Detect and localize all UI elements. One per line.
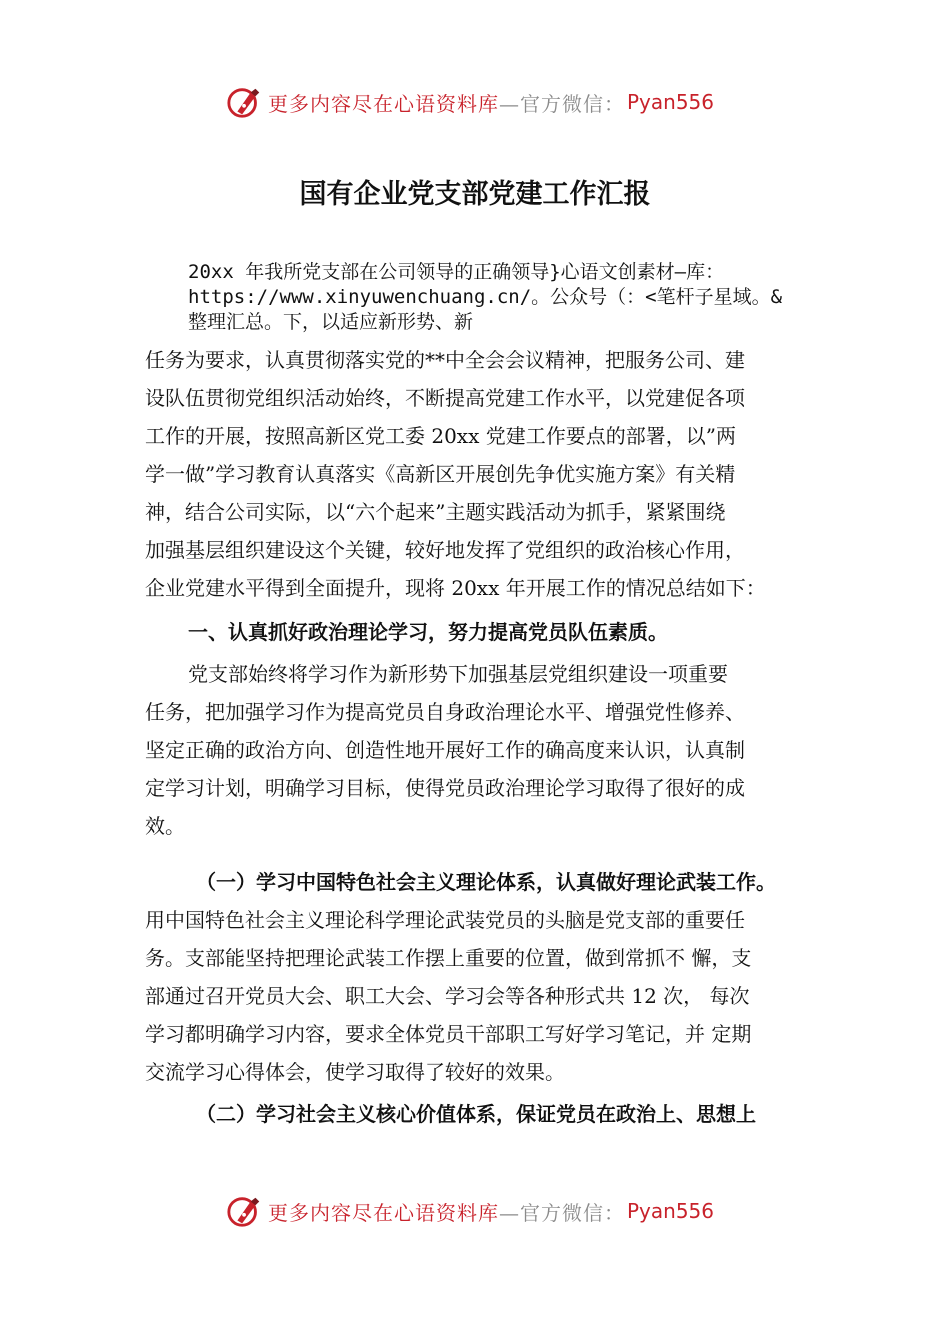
body-line: 学一做”学习教育认真落实《高新区开展创先争优实施方案》有关精 bbox=[145, 462, 736, 486]
body-line: 企业党建水平得到全面提升，现将 20xx 年开展工作的情况总结如下： bbox=[145, 576, 766, 600]
section-heading: 一、认真抓好政治理论学习，努力提高党员队伍素质。 bbox=[188, 620, 668, 644]
banner-site-name: 更多内容尽在心语资料库 bbox=[268, 91, 499, 116]
banner-site-name: 更多内容尽在心语资料库 bbox=[268, 1200, 499, 1225]
body-line: 用中国特色社会主义理论科学理论武装党员的头脑是党支部的重要任 bbox=[145, 908, 745, 932]
body-line: 任务为要求，认真贯彻落实党的**中全会会议精神，把服务公司、建 bbox=[145, 348, 745, 372]
body-line: 工作的开展，按照高新区党工委 20xx 党建工作要点的部署，以”两 bbox=[145, 424, 736, 448]
body-line: 交流学习心得体会，使学习取得了较好的效果。 bbox=[145, 1060, 565, 1084]
document-title: 国有企业党支部党建工作汇报 bbox=[299, 179, 651, 210]
body-line: 务。支部能坚持把理论武装工作摆上重要的位置，做到常抓不 懈，支 bbox=[145, 946, 752, 970]
body-line: 加强基层组织建设这个关键，较好地发挥了党组织的政治核心作用， bbox=[145, 538, 745, 562]
banner-wechat-label: —官方微信： bbox=[499, 1200, 625, 1225]
body-line: 设队伍贯彻党组织活动始终，不断提高党建工作水平，以党建促各项 bbox=[145, 386, 745, 410]
banner-wechat-id: Pyan556 bbox=[627, 90, 715, 114]
pen-nib-logo-icon bbox=[226, 1192, 264, 1230]
banner-wechat-label: —官方微信： bbox=[499, 91, 625, 116]
footer-banner bbox=[226, 1189, 714, 1233]
body-line: https://www.xinyuwenchuang.cn/。公众号（：<笔杆子星域。& bbox=[188, 286, 783, 308]
pen-nib-logo-icon bbox=[226, 83, 264, 121]
body-line: 效。 bbox=[145, 814, 185, 838]
body-line: 任务，把加强学习作为提高党员自身政治理论水平、增强党性修养、 bbox=[145, 700, 745, 724]
header-banner bbox=[226, 80, 714, 124]
body-line: 党支部始终将学习作为新形势下加强基层党组织建设一项重要 bbox=[188, 662, 728, 686]
body-line: 20xx 年我所党支部在公司领导的正确领导}心语文创素材—库： bbox=[188, 261, 725, 283]
body-line: 学习都明确学习内容，要求全体党员干部职工写好学习笔记，并 定期 bbox=[145, 1022, 752, 1046]
subsection-heading: （一）学习中国特色社会主义理论体系，认真做好理论武装工作。 bbox=[196, 870, 776, 894]
body-line: 神，结合公司实际，以“六个起来”主题实践活动为抓手，紧紧围绕 bbox=[145, 500, 726, 524]
body-line: 部通过召开党员大会、职工大会、学习会等各种形式共 12 次， 每次 bbox=[145, 984, 750, 1008]
body-line: 整理汇总。下，以适应新形势、新 bbox=[188, 311, 474, 333]
subsection-heading: （二）学习社会主义核心价值体系，保证党员在政治上、思想上 bbox=[196, 1102, 756, 1126]
body-line: 定学习计划，明确学习目标，使得党员政治理论学习取得了很好的成 bbox=[145, 776, 745, 800]
body-line: 坚定正确的政治方向、创造性地开展好工作的确高度来认识，认真制 bbox=[145, 738, 745, 762]
banner-wechat-id: Pyan556 bbox=[627, 1199, 715, 1223]
